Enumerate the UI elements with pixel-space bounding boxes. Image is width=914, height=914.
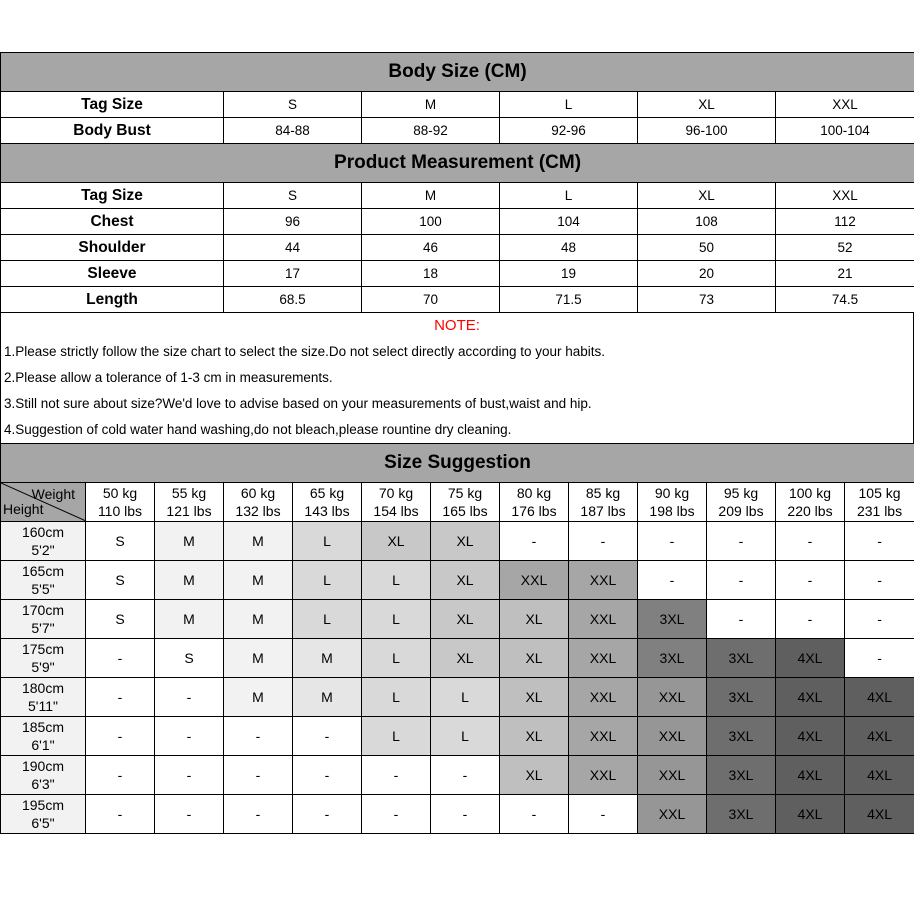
suggested-size-cell: XXL (569, 717, 638, 756)
suggested-size-cell: M (224, 561, 293, 600)
height-cm: 195cm (21, 797, 65, 813)
height-ft: 5'9" (31, 659, 55, 675)
suggested-size-cell: XL (500, 600, 569, 639)
suggested-size-cell: XL (431, 522, 500, 561)
weight-kg: 60 kg (240, 485, 276, 501)
weight-lbs: 198 lbs (649, 503, 695, 519)
height-cell (1, 678, 86, 717)
weight-header-cell (431, 483, 500, 522)
height-ft: 6'5" (31, 815, 55, 831)
suggested-size-cell: 3XL (707, 639, 776, 678)
body-size-tag-row (1, 92, 914, 118)
bust-cell: 84-88 (224, 118, 362, 144)
height-row (1, 561, 914, 600)
suggested-size-cell: XXL (500, 561, 569, 600)
size-cell: S (224, 183, 362, 209)
weight-kg: 95 kg (723, 485, 759, 501)
weight-header-cell (362, 483, 431, 522)
sleeve-label: Sleeve (1, 261, 224, 287)
suggested-size-cell: XXL (638, 717, 707, 756)
weight-lbs: 165 lbs (442, 503, 488, 519)
suggested-size-cell: - (224, 717, 293, 756)
suggested-size-cell: 3XL (638, 639, 707, 678)
suggested-size-cell: M (155, 561, 224, 600)
suggested-size-cell: - (845, 522, 914, 561)
suggested-size-cell: - (293, 717, 362, 756)
size-cell: XXL (776, 183, 914, 209)
suggested-size-cell: 3XL (707, 756, 776, 795)
suggested-size-cell: - (224, 756, 293, 795)
suggested-size-cell: - (362, 795, 431, 834)
suggested-size-cell: - (431, 795, 500, 834)
measure-cell: 74.5 (776, 287, 914, 313)
shoulder-row (1, 235, 914, 261)
size-suggestion-title: Size Suggestion (1, 444, 914, 483)
measure-cell: 50 (638, 235, 776, 261)
height-ft: 6'3" (31, 776, 55, 792)
suggested-size-cell: - (638, 561, 707, 600)
note-line: 1.Please strictly follow the size chart to select the size.Do not select directly according to your habits. (4, 344, 606, 359)
weight-lbs: 187 lbs (580, 503, 626, 519)
suggested-size-cell: M (224, 522, 293, 561)
measure-cell: 52 (776, 235, 914, 261)
measure-cell: 104 (500, 209, 638, 235)
weight-kg: 85 kg (585, 485, 621, 501)
suggested-size-cell: M (293, 678, 362, 717)
suggested-size-cell: XL (500, 639, 569, 678)
weight-lbs: 220 lbs (787, 503, 833, 519)
height-row (1, 600, 914, 639)
suggested-size-cell: XL (500, 717, 569, 756)
suggested-size-cell: S (155, 639, 224, 678)
size-cell: L (500, 92, 638, 118)
suggested-size-cell: 4XL (845, 756, 914, 795)
suggested-size-cell: - (86, 639, 155, 678)
weight-kg: 70 kg (378, 485, 414, 501)
suggested-size-cell: 4XL (776, 717, 845, 756)
suggested-size-cell: - (86, 717, 155, 756)
suggested-size-cell: - (845, 561, 914, 600)
height-row (1, 639, 914, 678)
measure-cell: 17 (224, 261, 362, 287)
suggested-size-cell: - (500, 795, 569, 834)
tag-size-label: Tag Size (1, 92, 224, 118)
suggestion-body (1, 522, 914, 834)
suggested-size-cell: M (224, 600, 293, 639)
height-cm: 170cm (21, 602, 65, 618)
measure-cell: 18 (362, 261, 500, 287)
suggested-size-cell: - (707, 522, 776, 561)
weight-header-cell (500, 483, 569, 522)
note-line: 2.Please allow a tolerance of 1-3 cm in measurements. (4, 370, 333, 385)
measure-cell: 48 (500, 235, 638, 261)
height-row (1, 717, 914, 756)
weight-kg: 50 kg (102, 485, 138, 501)
suggested-size-cell: L (362, 678, 431, 717)
notes-section (0, 313, 914, 443)
suggested-size-cell: - (638, 522, 707, 561)
height-cm: 180cm (21, 680, 65, 696)
height-row (1, 522, 914, 561)
body-bust-row (1, 118, 914, 144)
suggested-size-cell: - (776, 561, 845, 600)
height-ft: 5'5" (31, 581, 55, 597)
suggested-size-cell: XL (500, 756, 569, 795)
measure-cell: 108 (638, 209, 776, 235)
height-cell (1, 795, 86, 834)
suggested-size-cell: 3XL (707, 678, 776, 717)
measure-cell: 21 (776, 261, 914, 287)
height-cm: 175cm (21, 641, 65, 657)
suggested-size-cell: - (86, 795, 155, 834)
bust-cell: 92-96 (500, 118, 638, 144)
weight-kg: 55 kg (171, 485, 207, 501)
measurement-table (0, 52, 914, 313)
suggested-size-cell: XL (500, 678, 569, 717)
suggested-size-cell: 4XL (776, 678, 845, 717)
suggested-size-cell: L (293, 522, 362, 561)
size-cell: L (500, 183, 638, 209)
note-line: 3.Still not sure about size?We'd love to advise based on your measurements of bust,waist and hip. (4, 396, 592, 411)
suggested-size-cell: 4XL (776, 639, 845, 678)
weight-lbs: 110 lbs (97, 503, 143, 519)
suggested-size-cell: XXL (569, 561, 638, 600)
suggested-size-cell: M (224, 639, 293, 678)
suggested-size-cell: - (155, 756, 224, 795)
size-cell: S (224, 92, 362, 118)
suggested-size-cell: - (845, 600, 914, 639)
suggested-size-cell: XL (362, 522, 431, 561)
note-title: NOTE: (434, 317, 480, 334)
suggested-size-cell: - (155, 717, 224, 756)
weight-lbs: 231 lbs (856, 503, 903, 519)
suggested-size-cell: L (431, 717, 500, 756)
measure-cell: 19 (500, 261, 638, 287)
height-cell (1, 756, 86, 795)
size-cell: XL (638, 92, 776, 118)
measure-cell: 112 (776, 209, 914, 235)
suggested-size-cell: XL (431, 639, 500, 678)
suggested-size-cell: - (500, 522, 569, 561)
height-cm: 160cm (21, 524, 65, 540)
suggested-size-cell: XXL (638, 795, 707, 834)
suggested-size-cell: - (293, 795, 362, 834)
weight-kg: 105 kg (858, 485, 901, 501)
suggested-size-cell: S (86, 522, 155, 561)
note-line: 4.Suggestion of cold water hand washing,do not bleach,please rountine dry cleaning. (4, 422, 512, 437)
height-cm: 185cm (21, 719, 65, 735)
suggested-size-cell: L (293, 600, 362, 639)
sleeve-row (1, 261, 914, 287)
suggested-size-cell: - (86, 678, 155, 717)
suggested-size-cell: XXL (569, 756, 638, 795)
suggested-size-cell: - (569, 522, 638, 561)
measure-cell: 46 (362, 235, 500, 261)
body-bust-label: Body Bust (1, 118, 224, 144)
suggested-size-cell: - (776, 600, 845, 639)
product-measurement-title: Product Measurement (CM) (1, 144, 914, 183)
bust-cell: 100-104 (776, 118, 914, 144)
height-row (1, 678, 914, 717)
suggested-size-cell: L (431, 678, 500, 717)
suggested-size-cell: - (845, 639, 914, 678)
height-ft: 5'7" (31, 620, 55, 636)
weight-kg: 100 kg (788, 485, 832, 501)
measure-cell: 96 (224, 209, 362, 235)
weight-header-cell (776, 483, 845, 522)
suggested-size-cell: S (86, 561, 155, 600)
suggested-size-cell: 4XL (776, 756, 845, 795)
height-cm: 165cm (21, 563, 65, 579)
height-cell (1, 639, 86, 678)
product-tag-row (1, 183, 914, 209)
height-row (1, 756, 914, 795)
suggested-size-cell: 3XL (638, 600, 707, 639)
tag-size-label: Tag Size (1, 183, 224, 209)
weight-kg: 90 kg (654, 485, 690, 501)
weight-label: Weight (31, 486, 75, 502)
measure-cell: 20 (638, 261, 776, 287)
weight-kg: 65 kg (309, 485, 345, 501)
suggested-size-cell: - (224, 795, 293, 834)
suggested-size-cell: XL (431, 561, 500, 600)
suggested-size-cell: XXL (638, 678, 707, 717)
weight-kg: 75 kg (447, 485, 483, 501)
size-cell: M (362, 183, 500, 209)
suggested-size-cell: - (707, 561, 776, 600)
suggested-size-cell: - (293, 756, 362, 795)
suggested-size-cell: XXL (569, 600, 638, 639)
suggested-size-cell: XXL (569, 639, 638, 678)
weight-lbs: 143 lbs (304, 503, 350, 519)
weight-header-cell (845, 483, 914, 522)
size-cell: XL (638, 183, 776, 209)
size-cell: M (362, 92, 500, 118)
height-ft: 5'2" (31, 542, 55, 558)
height-cell (1, 600, 86, 639)
suggested-size-cell: L (362, 639, 431, 678)
chest-row (1, 209, 914, 235)
suggested-size-cell: M (155, 522, 224, 561)
weight-lbs: 132 lbs (235, 503, 281, 519)
measure-cell: 71.5 (500, 287, 638, 313)
suggested-size-cell: 4XL (845, 678, 914, 717)
suggested-size-cell: XXL (638, 756, 707, 795)
height-row (1, 795, 914, 834)
length-row (1, 287, 914, 313)
height-ft: 6'1" (31, 737, 55, 753)
suggested-size-cell: - (707, 600, 776, 639)
bust-cell: 96-100 (638, 118, 776, 144)
suggested-size-cell: 3XL (707, 717, 776, 756)
height-label: Height (3, 501, 44, 517)
weight-header-cell (707, 483, 776, 522)
suggested-size-cell: - (431, 756, 500, 795)
weight-lbs: 209 lbs (718, 503, 764, 519)
suggested-size-cell: - (155, 795, 224, 834)
suggested-size-cell: 3XL (707, 795, 776, 834)
measure-cell: 70 (362, 287, 500, 313)
height-ft: 5'11" (28, 698, 58, 714)
suggested-size-cell: L (362, 600, 431, 639)
bust-cell: 88-92 (362, 118, 500, 144)
suggested-size-cell: M (293, 639, 362, 678)
length-label: Length (1, 287, 224, 313)
suggested-size-cell: - (155, 678, 224, 717)
weight-kg: 80 kg (516, 485, 552, 501)
suggested-size-cell: - (569, 795, 638, 834)
measure-cell: 73 (638, 287, 776, 313)
weight-lbs: 176 lbs (511, 503, 557, 519)
suggested-size-cell: L (293, 561, 362, 600)
suggested-size-cell: XL (431, 600, 500, 639)
weight-header-cell (86, 483, 155, 522)
size-suggestion-table (0, 443, 914, 834)
size-chart (0, 52, 914, 834)
height-cell (1, 717, 86, 756)
suggested-size-cell: 4XL (776, 795, 845, 834)
height-cell (1, 561, 86, 600)
shoulder-label: Shoulder (1, 235, 224, 261)
body-size-title: Body Size (CM) (1, 53, 914, 92)
height-cell (1, 522, 86, 561)
suggested-size-cell: - (86, 756, 155, 795)
weight-header-cell (293, 483, 362, 522)
weight-height-corner (1, 483, 86, 522)
weight-header-cell (569, 483, 638, 522)
weight-header-cell (224, 483, 293, 522)
measure-cell: 100 (362, 209, 500, 235)
suggested-size-cell: L (362, 717, 431, 756)
weight-header-cell (155, 483, 224, 522)
weight-header-cell (638, 483, 707, 522)
measure-cell: 44 (224, 235, 362, 261)
suggested-size-cell: S (86, 600, 155, 639)
suggested-size-cell: M (155, 600, 224, 639)
suggested-size-cell: L (362, 561, 431, 600)
suggested-size-cell: 4XL (845, 717, 914, 756)
suggested-size-cell: M (224, 678, 293, 717)
weight-lbs: 121 lbs (166, 503, 212, 519)
weight-lbs: 154 lbs (373, 503, 419, 519)
weight-header-row (1, 483, 914, 522)
suggested-size-cell: - (362, 756, 431, 795)
size-cell: XXL (776, 92, 914, 118)
height-cm: 190cm (21, 758, 65, 774)
suggested-size-cell: XXL (569, 678, 638, 717)
suggested-size-cell: 4XL (845, 795, 914, 834)
measure-cell: 68.5 (224, 287, 362, 313)
chest-label: Chest (1, 209, 224, 235)
suggested-size-cell: - (776, 522, 845, 561)
